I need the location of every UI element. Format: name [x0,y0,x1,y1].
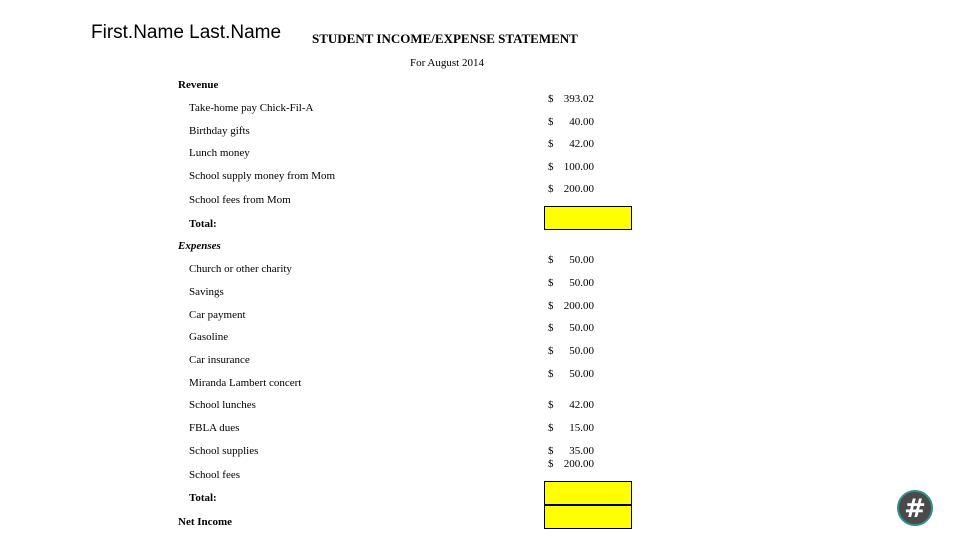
amount-value: 15.00 [569,422,594,434]
revenue-item-label: School fees from Mom [189,194,291,206]
currency-symbol: $ [548,93,554,105]
expenses-total-label: Total: [189,492,217,504]
amount-value: 50.00 [569,254,594,266]
amount-value: 100.00 [563,161,594,173]
expense-item-label: School fees [189,469,241,481]
amount-value: 50.00 [569,368,594,380]
currency-symbol: $ [548,300,554,312]
revenue-item-amount [548,116,594,128]
expense-item-label: School lunches [189,399,256,411]
expense-item-amount [548,300,594,312]
revenue-heading: Revenue [178,79,219,91]
currency-symbol: $ [548,422,554,434]
currency-symbol: $ [548,254,554,266]
expense-item-label: Gasoline [189,331,229,343]
expense-item-label: Car payment [189,309,246,321]
expense-item-amount [548,368,594,380]
currency-symbol: $ [548,345,554,357]
net-income-label: Net Income [178,516,233,528]
statement-title: STUDENT INCOME/EXPENSE STATEMENT [312,31,578,46]
expenses-total-cell[interactable] [544,481,632,505]
amount-value: 35.00 [569,445,594,457]
revenue-item-label: School supply money from Mom [189,170,336,182]
amount-value: 200.00 [563,183,594,195]
expense-item-label: Church or other charity [189,263,292,275]
revenue-item-amount [548,138,594,150]
revenue-item-amount [548,161,594,173]
amount-value: 42.00 [569,138,594,150]
currency-symbol: $ [548,138,554,150]
amount-value: 200.00 [563,300,594,312]
currency-symbol: $ [548,458,554,470]
expense-item-amount [548,422,594,434]
expense-item-amount [548,458,594,470]
statement-period: For August 2014 [410,57,484,69]
expense-item-label: Miranda Lambert concert [189,377,302,389]
revenue-item-label: Lunch money [189,147,250,159]
expense-item-label: FBLA dues [189,422,240,434]
expense-item-amount [548,345,594,357]
hash-icon[interactable]: # [897,490,933,526]
expenses-heading: Expenses [178,240,221,252]
expense-item-amount [548,399,594,411]
expense-item-amount [548,254,594,266]
currency-symbol: $ [548,161,554,173]
currency-symbol: $ [548,116,554,128]
revenue-total-cell[interactable] [544,206,632,230]
currency-symbol: $ [548,368,554,380]
amount-value: 40.00 [569,116,594,128]
expense-item-label: Savings [189,286,224,298]
revenue-item-label: Birthday gifts [189,125,250,137]
currency-symbol: $ [548,322,554,334]
amount-value: 200.00 [563,458,594,470]
currency-symbol: $ [548,445,554,457]
expense-item-amount [548,277,594,289]
net-income-cell[interactable] [544,505,632,529]
student-name: First.Name Last.Name [91,22,282,43]
revenue-item-label: Take-home pay Chick-Fil-A [189,102,314,114]
currency-symbol: $ [548,399,554,411]
revenue-total-label: Total: [189,218,217,230]
currency-symbol: $ [548,183,554,195]
amount-value: 50.00 [569,277,594,289]
amount-value: 42.00 [569,399,594,411]
expense-item-label: Car insurance [189,354,250,366]
amount-value: 50.00 [569,345,594,357]
expense-item-amount [548,445,594,457]
expense-item-amount [548,322,594,334]
currency-symbol: $ [548,277,554,289]
amount-value: 50.00 [569,322,594,334]
expense-item-label: School supplies [189,445,259,457]
revenue-item-amount [548,183,594,195]
revenue-item-amount [548,93,594,105]
amount-value: 393.02 [563,93,594,105]
